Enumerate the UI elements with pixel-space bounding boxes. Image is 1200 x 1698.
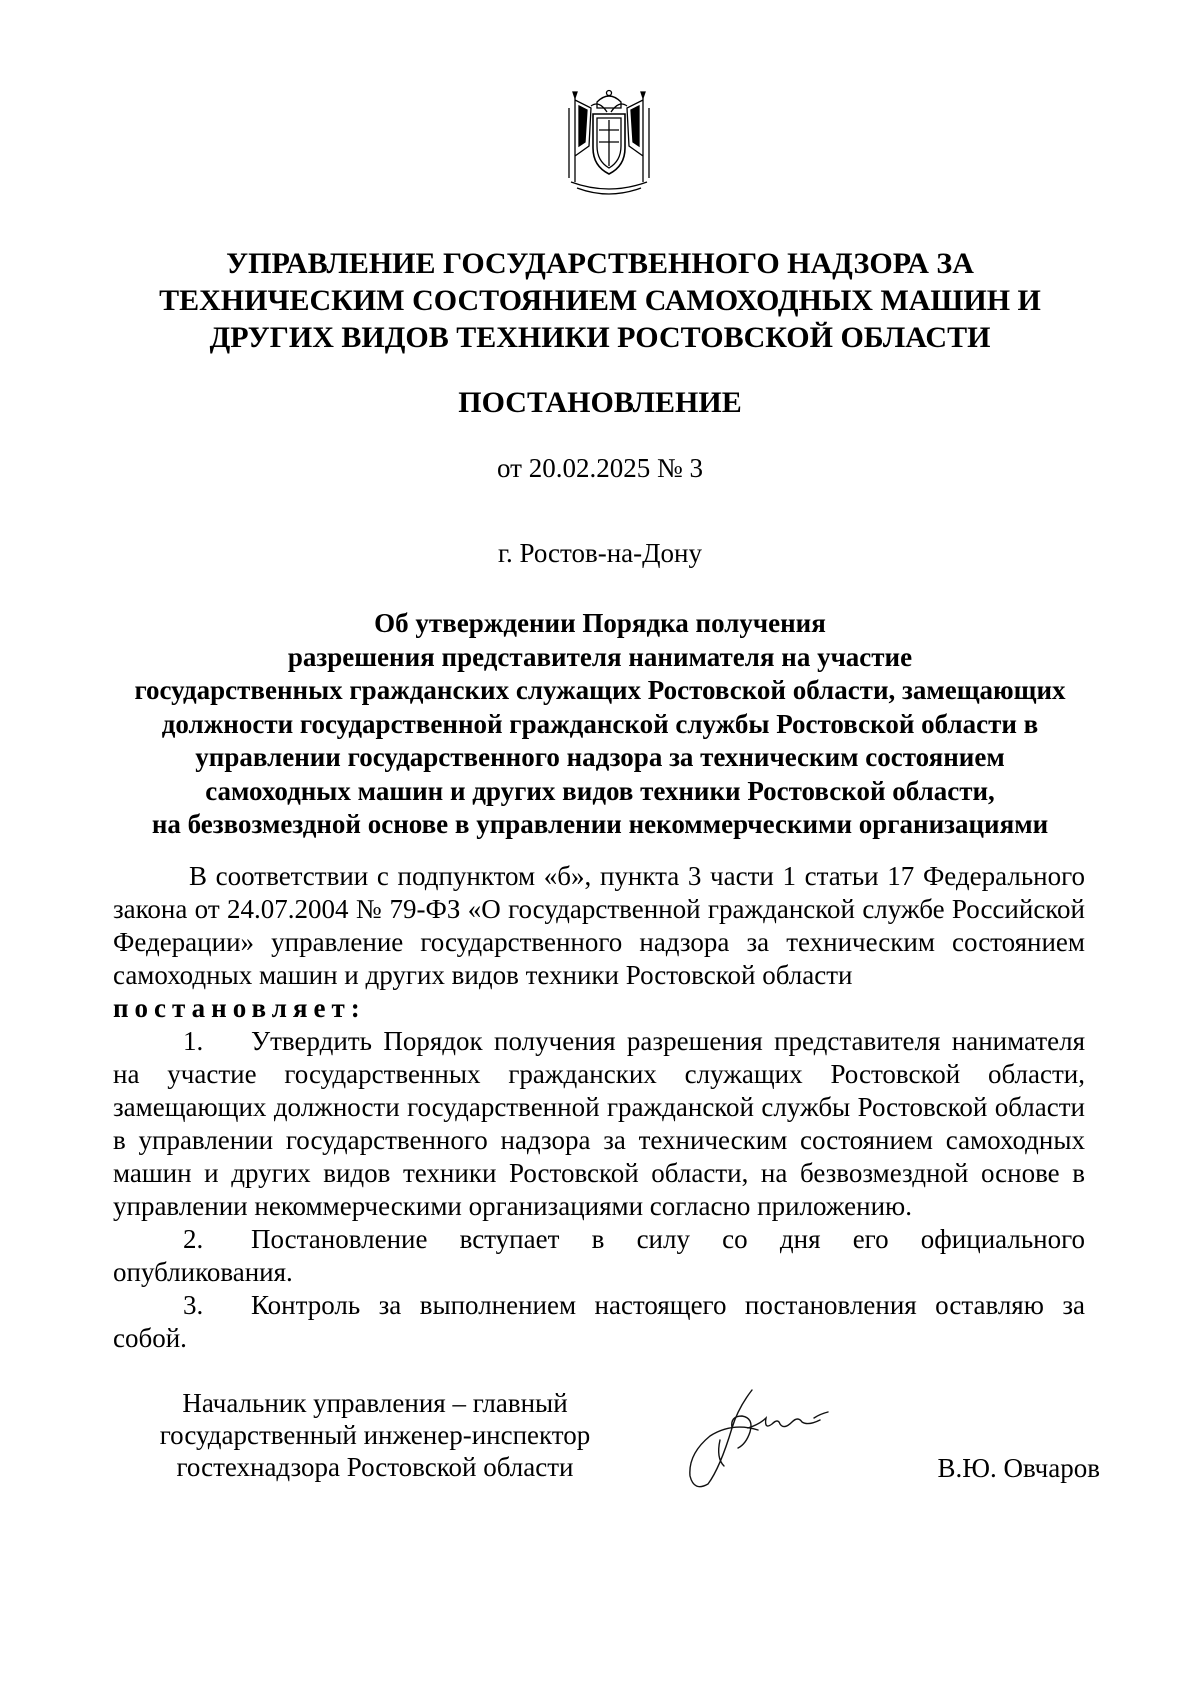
item-text: Контроль за выполнением настоящего постановления оставляю за собой. bbox=[113, 1290, 1085, 1353]
preamble-paragraph: В соответствии с подпунктом «б», пункта 3 части 1 статьи 17 Федерального закона от 24.07.2004 № 79-ФЗ «О государственной гражданской службе Российской Федерации» управление государственного надзора за техническим состоянием самоходных машин и других видов техники Ростовской области bbox=[113, 861, 1085, 990]
list-item bbox=[113, 1223, 1085, 1289]
list-item bbox=[113, 1289, 1085, 1355]
document-subject bbox=[100, 607, 1100, 842]
subject-line: управлении государственного надзора за техническим состоянием bbox=[195, 742, 1005, 772]
signatory-name: В.Ю. Овчаров bbox=[937, 1453, 1100, 1483]
subject-line: разрешения представителя нанимателя на участие bbox=[287, 641, 913, 672]
signatory-title-line: Начальник управления – главный bbox=[182, 1388, 568, 1418]
item-text: Утвердить Порядок получения разрешения представителя нанимателя на участие государственных гражданских служащих Ростовской области, замещающих должности государственной гражданской службы Ростовской области в управлении государственного надзора за техническим состоянием самоходных машин и других видов техники Ростовской области, на безвозмездной основе в управлении некоммерческими организациями согласно приложению. bbox=[113, 1026, 1085, 1221]
document-type: ПОСТАНОВЛЕНИЕ bbox=[458, 386, 742, 419]
subject-line: самоходных машин и других видов техники Ростовской области, bbox=[205, 775, 995, 806]
document-date-number: от 20.02.2025 № 3 bbox=[497, 453, 703, 483]
subject-line: Об утверждении Порядка получения bbox=[374, 608, 826, 638]
item-text: Постановление вступает в силу со дня его официального опубликования. bbox=[113, 1224, 1085, 1287]
organization-line: УПРАВЛЕНИЕ ГОСУДАРСТВЕННОГО НАДЗОРА ЗА bbox=[226, 247, 974, 280]
signatory-title-line: государственный инженер-инспектор bbox=[159, 1420, 591, 1450]
document-body bbox=[113, 860, 1085, 1355]
item-number: 2. bbox=[183, 1224, 204, 1254]
handwritten-signature-icon bbox=[680, 1388, 840, 1493]
organization-line: ДРУГИХ ВИДОВ ТЕХНИКИ РОСТОВСКОЙ ОБЛАСТИ bbox=[209, 321, 991, 354]
signatory-title-line: гостехнадзора Ростовской области bbox=[176, 1452, 574, 1482]
rostov-oblast-coat-of-arms-icon bbox=[561, 86, 657, 202]
item-number: 3. bbox=[183, 1290, 204, 1320]
subject-line: государственных гражданских служащих Ростовской области, замещающих bbox=[134, 675, 1066, 705]
subject-line: должности государственной гражданской службы Ростовской области в bbox=[161, 708, 1039, 739]
decree-word: постановляет: bbox=[113, 993, 366, 1023]
document-city: г. Ростов-на-Дону bbox=[497, 538, 702, 568]
list-item bbox=[113, 1025, 1085, 1223]
signatory-title bbox=[125, 1387, 625, 1483]
organization-name bbox=[100, 245, 1100, 356]
organization-line: ТЕХНИЧЕСКИМ СОСТОЯНИЕМ САМОХОДНЫХ МАШИН И bbox=[159, 284, 1041, 317]
subject-line: на безвозмездной основе в управлении некоммерческими организациями bbox=[151, 809, 1049, 839]
item-number: 1. bbox=[183, 1026, 204, 1056]
